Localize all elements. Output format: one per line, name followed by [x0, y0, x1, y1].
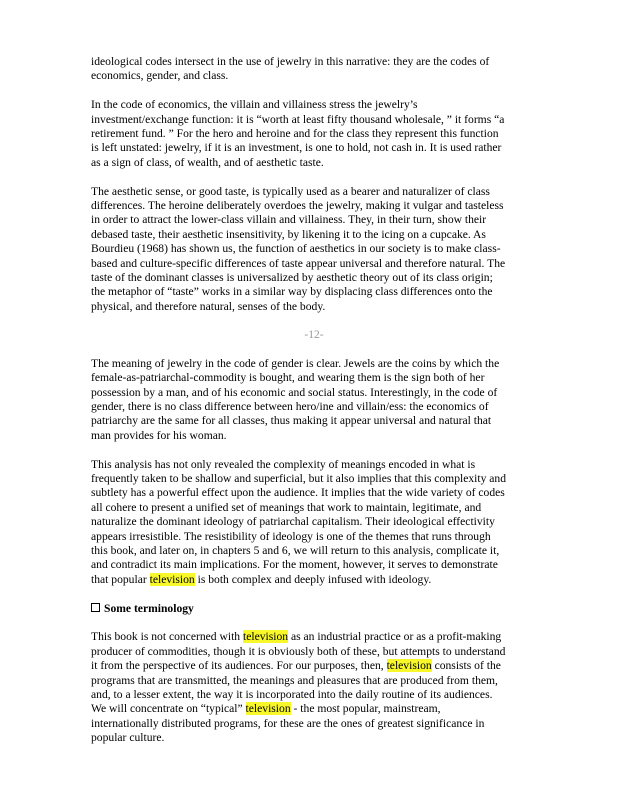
text-segment: it from the perspective of its audiences. For our purposes, then,	[91, 659, 387, 673]
text-line	[91, 702, 537, 716]
text-line: economics, gender, and class.	[91, 69, 229, 83]
text-line: gender, there is no class difference between hero/ine and villain/ess: the economics of	[91, 399, 489, 413]
text-line: debased taste, their aesthetic insensitivity, by likening it to the icing on a cupcake. As	[91, 227, 486, 241]
paragraph-terminology	[91, 630, 537, 745]
text-segment: consists of the	[431, 659, 501, 673]
text-line: man provides for his woman.	[91, 428, 227, 442]
text-segment: that popular	[91, 572, 150, 586]
text-line: based and culture-specific differences of taste appear universal and therefore natural. The	[91, 256, 506, 270]
text-segment: - the most popular, mainstream,	[290, 702, 441, 716]
text-line	[91, 659, 537, 673]
text-segment: This book is not concerned with	[91, 630, 243, 644]
text-segment: is both complex and deeply infused with ideology.	[194, 572, 432, 586]
text-line: The meaning of jewelry in the code of gender is clear. Jewels are the coins by which the	[91, 356, 500, 370]
text-segment: We will concentrate on “typical”	[91, 702, 246, 716]
paragraph-analysis	[91, 458, 537, 588]
text-line: this book, and later on, in chapters 5 and 6, we will return to this analysis, complicate it,	[91, 543, 500, 557]
section-heading	[91, 602, 537, 616]
paragraph-codes-intro	[91, 55, 537, 84]
text-line: female-as-patriarchal-commodity is bought, and wearing them is the sign both of her	[91, 371, 485, 385]
text-line: and, to a lesser extent, the way it is incorporated into the daily routine of its audiences.	[91, 687, 493, 701]
text-line: producer of commodities, though it is obviously both of these, but attempts to understand	[91, 644, 506, 658]
text-line: taste of the dominant classes is universalized by aesthetic theory out of its class origin;	[91, 271, 493, 285]
highlight-television: television	[149, 572, 195, 586]
text-line: all cohere to present a unified set of meanings that work to maintain, legitimate, and	[91, 500, 482, 514]
text-line: programs that are transmitted, the meanings and pleasures that are produced from them,	[91, 673, 498, 687]
text-line: frequently taken to be shallow and superficial, but it also implies that this complexity and	[91, 471, 507, 485]
text-line: differences. The heroine deliberately overdoes the jewelry, making it vulgar and tasteless	[91, 199, 504, 213]
text-line: naturalize the dominant ideology of patriarchal capitalism. Their ideological effectivity	[91, 515, 495, 529]
text-line: the metaphor of “taste” works in a similar way by displacing class differences onto the	[91, 285, 493, 299]
paragraph-gender	[91, 357, 537, 443]
text-line: as a sign of class, of wealth, and of aesthetic taste.	[91, 155, 324, 169]
text-line: is left unstated: jewelry, if it is an investment, is one to hold, not cash in. It is used rather	[91, 141, 502, 155]
text-line: possession by a man, and of his economic and social status. Interestingly, in the code of	[91, 385, 498, 399]
paragraph-economics	[91, 98, 537, 170]
text-line: and contradict its main implications. For the moment, however, it serves to demonstrate	[91, 558, 498, 572]
text-line	[91, 630, 537, 644]
text-line: in order to attract the lower-class villain and villainess. They, in their turn, show their	[91, 213, 487, 227]
highlight-television: television	[242, 630, 289, 644]
text-line: popular culture.	[91, 731, 165, 745]
text-line: This analysis has not only revealed the complexity of meanings encoded in what is	[91, 457, 476, 471]
text-line: appears irresistible. The resistibility of ideology is one of the themes that runs through	[91, 529, 491, 543]
text-line: subtlety has a powerful effect upon the audience. It implies that the wide variety of codes	[91, 486, 505, 500]
text-line: Bourdieu (1968) has shown us, the function of aesthetics in our society is to make class-	[91, 242, 501, 256]
square-bullet-icon	[91, 603, 100, 612]
highlight-television: television	[245, 702, 291, 716]
text-segment: as an industrial practice or as a profit-making	[288, 630, 502, 644]
text-line: ideological codes intersect in the use of jewelry in this narrative: they are the codes of	[91, 55, 490, 68]
text-line: physical, and therefore natural, senses of the body.	[91, 299, 326, 313]
text-line: The aesthetic sense, or good taste, is typically used as a bearer and naturalizer of class	[91, 184, 490, 198]
text-line: In the code of economics, the villain and villainess stress the jewelry’s	[91, 98, 418, 112]
text-line: retirement fund. ” For the hero and heroine and for the class they represent this function	[91, 127, 499, 141]
highlight-television: television	[386, 659, 432, 673]
page-number: -12-	[304, 328, 324, 342]
text-line: investment/exchange function: it is “worth at least fifty thousand wholesale, ” it forms “a	[91, 112, 505, 126]
paragraph-aesthetics	[91, 185, 537, 315]
text-line	[91, 573, 537, 587]
text-line: patriarchy are the same for all classes, thus making it appear universal and natural that	[91, 414, 492, 428]
text-line: internationally distributed programs, for these are the ones of greatest significance in	[91, 716, 485, 730]
section-heading-text: Some terminology	[104, 601, 194, 615]
